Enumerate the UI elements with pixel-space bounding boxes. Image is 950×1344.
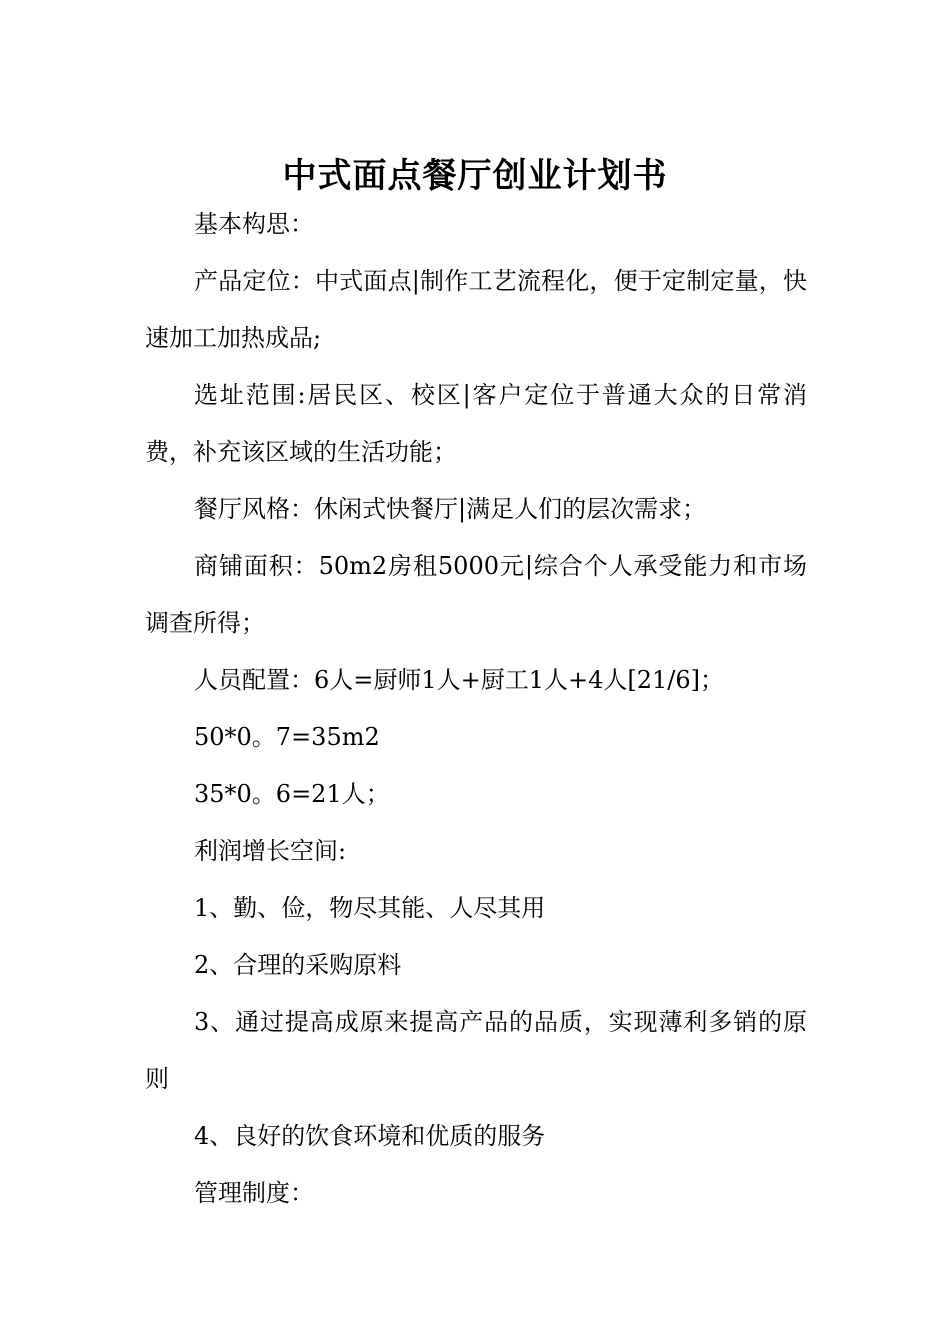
list-item-1: 1、勤、俭，物尽其能、人尽其用 [194,894,546,922]
list-item-2: 2、合理的采购原料 [194,951,402,979]
paragraph-area-calc: 50*0。7=35m2 [194,723,380,751]
paragraph-shop-area: 商铺面积：50m2房租5000元|综合个人承受能力和市场调查所得； [145,552,807,637]
paragraph-management-heading: 管理制度： [194,1179,314,1207]
paragraph-product-positioning: 产品定位：中式面点|制作工艺流程化，便于定制定量，快速加工加热成品; [145,267,807,352]
list-item-3: 3、通过提高成原来提高产品的品质，实现薄利多销的原则 [145,1008,807,1093]
document-title: 中式面点餐厅创业计划书 [282,155,668,196]
paragraph-profit-growth-heading: 利润增长空间: [194,837,347,865]
paragraph-staffing: 人员配置：6人=厨师1人+厨工1人+4人[21/6]； [194,666,725,694]
list-item-4: 4、良好的饮食环境和优质的服务 [194,1122,546,1150]
paragraph-basic-concept: 基本构思： [194,210,314,238]
paragraph-staff-calc: 35*0。6=21人； [194,780,390,808]
document-body [145,196,807,1222]
paragraph-site-selection: 选址范围:居民区、校区|客户定位于普通大众的日常消费，补充该区域的生活功能； [145,381,807,466]
paragraph-restaurant-style: 餐厅风格：休闲式快餐厅|满足人们的层次需求； [194,495,707,523]
